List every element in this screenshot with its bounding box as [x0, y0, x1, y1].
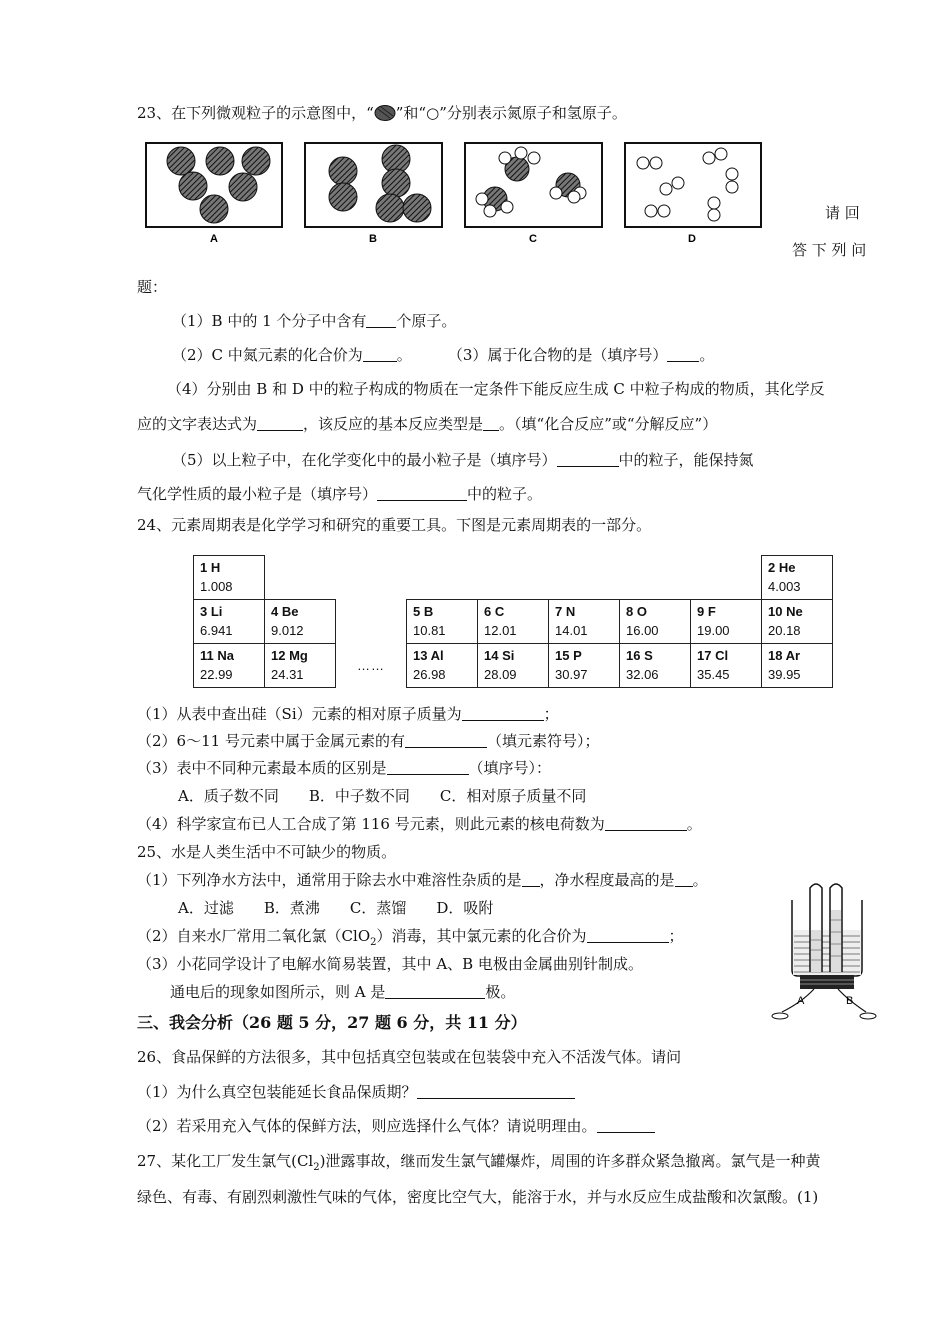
answer-blank[interactable]	[366, 312, 396, 328]
element-cell: 18 Ar 39.95	[762, 644, 833, 688]
q25-intro: 25、水是人类生活中不可缺少的物质。	[137, 843, 397, 861]
element-cell: 4 Be 9.012	[265, 600, 336, 644]
answer-blank[interactable]	[462, 705, 544, 721]
answer-blank[interactable]	[605, 815, 687, 831]
q26-intro: 26、食品保鲜的方法很多，其中包括真空包装或在包装袋中充入不活泼气体。请问	[137, 1048, 682, 1066]
box-label-a: A	[210, 233, 218, 245]
element-cell: 13 Al 26.98	[407, 644, 478, 688]
q26-part-1: （1）为什么真空包装能延长食品保质期？	[137, 1082, 575, 1102]
q25-part-3: （3）小花同学设计了电解水简易装置，其中 A、B 电极由金属曲别针制成。	[137, 955, 643, 973]
q27-line-1: 27、某化工厂发生氯气$(Cl_2)$泄露事故，继而发生氯气罐爆炸，周围的许多群众紧急撤离。氯气是一种黄	[137, 1152, 821, 1173]
element-cell: 11 Na 22.99	[194, 644, 265, 688]
box-label-b: B	[369, 233, 377, 245]
q24-intro: 24、元素周期表是化学学习和研究的重要工具。下图是元素周期表的一部分。	[137, 516, 652, 534]
q23-part-4a: （4）分别由 B 和 D 中的粒子构成的物质在一定条件下能反应生成 C 中粒子构成的物质，其化学反	[167, 380, 825, 398]
element-cell: 6 C 12.01	[478, 600, 549, 644]
element-cell: 16 S 32.06	[620, 644, 691, 688]
box-label-d: D	[688, 233, 696, 245]
q26-part-2: （2）若采用充入气体的保鲜方法，则应选择什么气体？请说明理由。	[137, 1116, 655, 1136]
q23-side-1: 请 回	[825, 204, 860, 222]
q27-line-2: 绿色、有毒、有剧烈刺激性气味的气体，密度比空气大，能溶于水，并与水反应生成盐酸和次氯酸。(1)	[137, 1188, 819, 1206]
electrode-b-label: B	[846, 995, 854, 1007]
box-label-c: C	[529, 233, 537, 245]
q24-part-4: （4）科学家宣布已人工合成了第 116 号元素，则此元素的核电荷数为 。	[137, 815, 702, 833]
answer-blank[interactable]	[257, 415, 303, 431]
answer-blank[interactable]	[385, 983, 485, 999]
element-cell: 10 Ne 20.18	[762, 600, 833, 644]
ellipsis: ……	[357, 658, 385, 673]
element-cell: 12 Mg 24.31	[265, 644, 336, 688]
section-3-heading: 三、我会分析（26 题 5 分，27 题 6 分，共 11 分）	[137, 1013, 527, 1032]
box-a	[146, 143, 282, 227]
q23-part-5b: 气化学性质的最小粒子是（填序号） 中的粒子。	[137, 485, 543, 503]
answer-blank[interactable]	[417, 1083, 575, 1099]
box-d-svg	[624, 141, 764, 247]
element-cell: 2 He 4.003	[762, 556, 833, 600]
answer-blank[interactable]	[363, 346, 397, 362]
answer-blank[interactable]	[387, 759, 469, 775]
nitrogen-atom-icon	[374, 105, 396, 121]
element-cell: 17 Cl 35.45	[691, 644, 762, 688]
q23-part-2-3: （2）C 中氮元素的化合价为 。 （3）属于化合物的是（填序号） 。	[172, 346, 715, 364]
q24-part-2: （2）6～11 号元素中属于金属元素的有 （填元素符号）；	[137, 732, 600, 750]
q23-part-5a: （5）以上粒子中，在化学变化中的最小粒子是（填序号） 中的粒子，能保持氮	[172, 451, 754, 469]
molecule-diagram	[145, 141, 615, 247]
answer-blank[interactable]	[667, 346, 699, 362]
answer-blank[interactable]	[557, 451, 619, 467]
box-b	[305, 143, 442, 227]
q25-part-2: （2）自来水厂常用二氧化氯（ClO$_2$）消毒，其中氯元素的化合价为 ；	[137, 927, 684, 948]
electrolysis-apparatus-figure	[770, 880, 880, 1026]
answer-blank[interactable]	[597, 1117, 655, 1133]
element-cell: 9 F 19.00	[691, 600, 762, 644]
q24-options: A．质子数不同 B．中子数不同 C．相对原子质量不同	[178, 787, 587, 805]
q24-part-1: （1）从表中查出硅（Si）元素的相对原子质量为 ；	[137, 705, 559, 723]
periodic-table	[193, 555, 833, 688]
q25-options: A．过滤 B．煮沸 C．蒸馏 D．吸附	[178, 899, 494, 917]
element-cell: 15 P 30.97	[549, 644, 620, 688]
element-cell: 5 B 10.81	[407, 600, 478, 644]
element-cell: 7 N 14.01	[549, 600, 620, 644]
q23-side-3: 题：	[137, 278, 168, 296]
answer-blank[interactable]	[587, 927, 669, 943]
answer-blank[interactable]	[483, 415, 499, 431]
element-cell: 1 H 1.008	[194, 556, 265, 600]
q23-part-1: （1）B 中的 1 个分子中含有 个原子。	[172, 312, 457, 330]
box-c	[465, 143, 602, 227]
answer-blank[interactable]	[675, 871, 693, 887]
q23-side-2: 答 下 列 问	[792, 241, 867, 259]
q23-part-4b: 应的文字表达式为 ，该反应的基本反应类型是 。（填“化合反应”或“分解反应”）	[137, 415, 718, 433]
q24-part-3: （3）表中不同种元素最本质的区别是 （填序号）：	[137, 759, 552, 777]
element-cell: 3 Li 6.941	[194, 600, 265, 644]
element-cell: 8 O 16.00	[620, 600, 691, 644]
answer-blank[interactable]	[522, 871, 540, 887]
element-cell: 14 Si 28.09	[478, 644, 549, 688]
q25-part-3b: 通电后的现象如图所示，则 A 是 极。	[170, 983, 516, 1001]
q23-intro: 23、在下列微观粒子的示意图中，“ ”和“○”分别表示氮原子和氢原子。	[137, 104, 627, 122]
q25-part-1: （1）下列净水方法中，通常用于除去水中难溶性杂质的是 ，净水程度最高的是 。	[137, 871, 708, 889]
answer-blank[interactable]	[405, 732, 487, 748]
answer-blank[interactable]	[377, 485, 467, 501]
electrode-a-label: A	[797, 995, 805, 1007]
